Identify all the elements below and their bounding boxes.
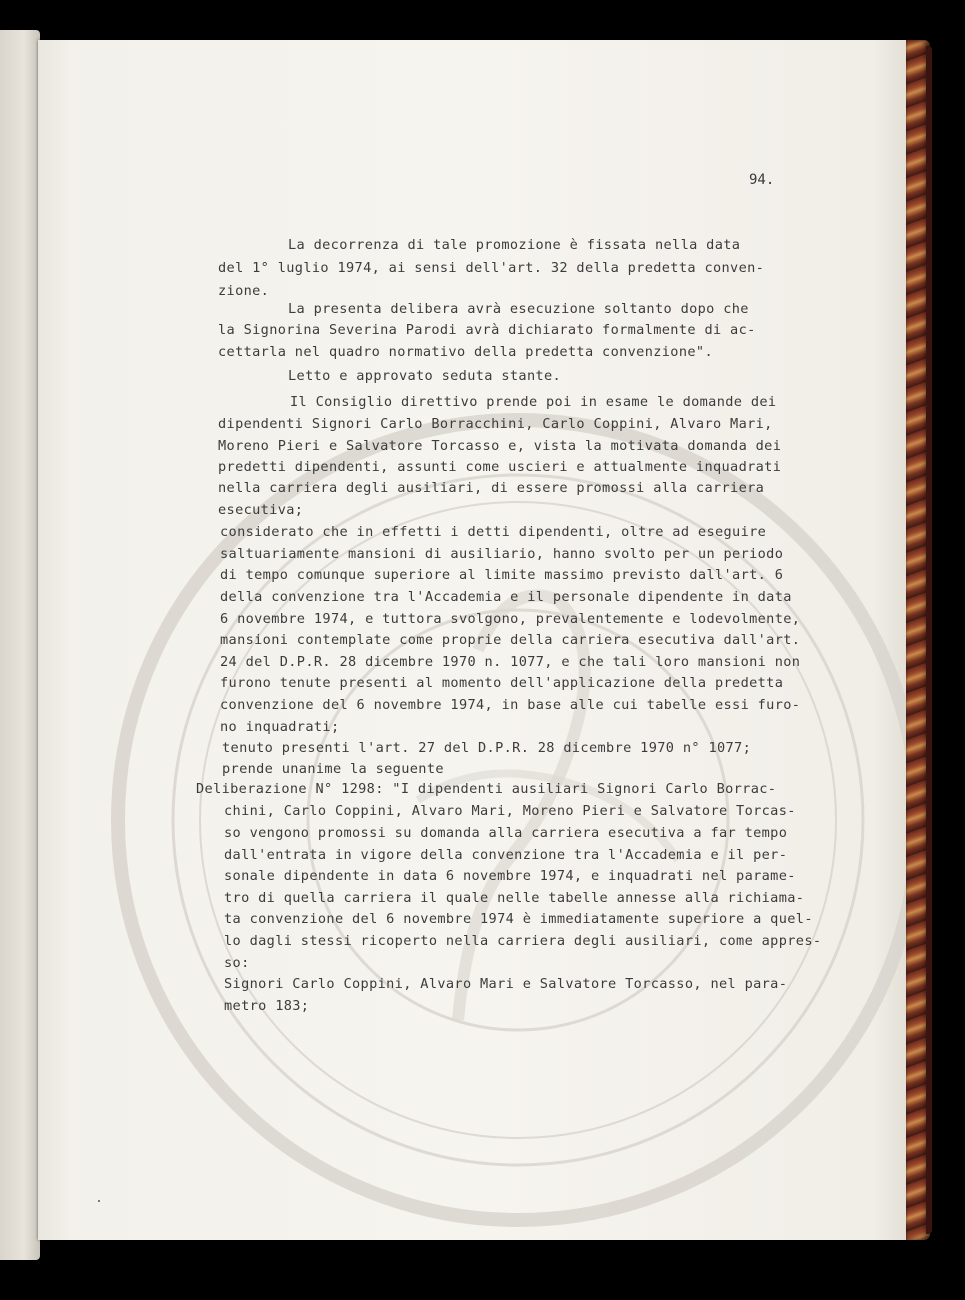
cover-edge <box>926 46 932 1234</box>
left-page-edge <box>0 30 40 1260</box>
text-line: del 1° luglio 1974, ai sensi dell'art. 32 della predetta conven- <box>218 260 765 276</box>
text-line: lo dagli stessi ricoperto nella carriera degli ausiliari, come appres- <box>224 933 822 949</box>
text-line: ta convenzione del 6 novembre 1974 è immediatamente superiore a quel- <box>224 911 813 927</box>
text-line: di tempo comunque superiore al limite massimo previsto dall'art. 6 <box>220 567 784 583</box>
text-line: 6 novembre 1974, e tuttora svolgono, prevalentemente e lodevolmente, <box>220 611 801 627</box>
text-line: so: <box>224 955 250 971</box>
page-number: 94. <box>749 172 775 188</box>
text-line: Deliberazione N° 1298: "I dipendenti ausiliari Signori Carlo Borrac- <box>196 781 777 797</box>
text-line: saltuariamente mansioni di ausiliario, hanno svolto per un periodo <box>220 546 784 562</box>
text-line: furono tenute presenti al momento dell'applicazione della predetta <box>220 675 784 691</box>
text-line: La decorrenza di tale promozione è fissata nella data <box>288 237 741 253</box>
text-line: della convenzione tra l'Accademia e il personale dipendente in data <box>220 589 792 605</box>
text-line: Signori Carlo Coppini, Alvaro Mari e Salvatore Torcasso, nel para- <box>224 976 788 992</box>
text-line: mansioni contemplate come proprie della carriera esecutiva dall'art. <box>220 632 801 648</box>
text-line: so vengono promossi su domanda alla carriera esecutiva a far tempo <box>224 825 788 841</box>
text-line: chini, Carlo Coppini, Alvaro Mari, Moreno Pieri e Salvatore Torcas- <box>224 803 796 819</box>
text-line: Moreno Pieri e Salvatore Torcasso e, vista la motivata domanda dei <box>218 438 782 454</box>
text-line: sonale dipendente in data 6 novembre 1974, e inquadrati nel parame- <box>224 868 796 884</box>
text-line: Letto e approvato seduta stante. <box>288 368 562 384</box>
text-line: no inquadrati; <box>220 719 340 735</box>
text-line: esecutiva; <box>218 502 304 518</box>
text-line: Il Consiglio direttivo prende poi in esame le domande dei <box>290 394 777 410</box>
text-line: tenuto presenti l'art. 27 del D.P.R. 28 dicembre 1970 n° 1077; <box>222 740 752 756</box>
text-line: predetti dipendenti, assunti come uscieri e attualmente inquadrati <box>218 459 782 475</box>
text-line: zione. <box>218 283 270 299</box>
text-line: dall'entrata in vigore della convenzione tra l'Accademia e il per- <box>224 847 788 863</box>
text-line: La presenta delibera avrà esecuzione soltanto dopo che <box>288 301 749 317</box>
text-line: la Signorina Severina Parodi avrà dichiarato formalmente di ac- <box>218 322 756 338</box>
document-text <box>38 40 906 1240</box>
text-line: nella carriera degli ausiliari, di essere promossi alla carriera <box>218 480 765 496</box>
page-speck <box>98 1200 100 1202</box>
text-line: 24 del D.P.R. 28 dicembre 1970 n. 1077, e che tali loro mansioni non <box>220 654 801 670</box>
text-line: convenzione del 6 novembre 1974, in base alle cui tabelle essi furo- <box>220 697 801 713</box>
text-line: cettarla nel quadro normativo della predetta convenzione". <box>218 344 713 360</box>
document-page <box>38 40 906 1240</box>
text-line: prende unanime la seguente <box>222 761 444 777</box>
text-line: considerato che in effetti i detti dipendenti, oltre ad eseguire <box>220 524 767 540</box>
text-line: dipendenti Signori Carlo Borracchini, Carlo Coppini, Alvaro Mari, <box>218 416 773 432</box>
text-line: metro 183; <box>224 998 310 1014</box>
text-line: tro di quella carriera il quale nelle tabelle annesse alla richiama- <box>224 890 805 906</box>
